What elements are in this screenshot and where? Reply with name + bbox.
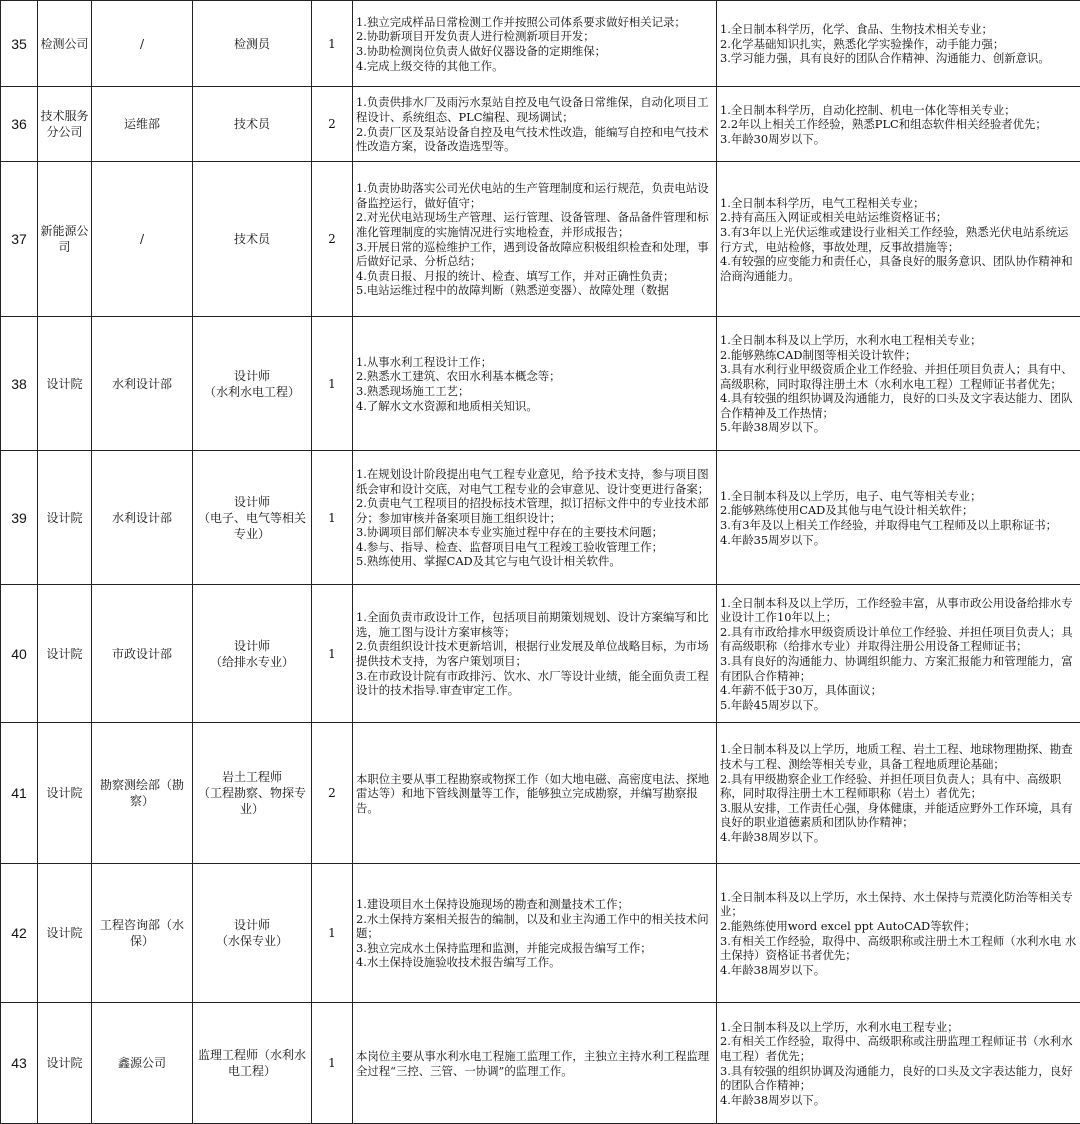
- duty-item: 2.负责电气工程项目的招投标技术管理，拟订招标文件中的专业技术部分；参加审核并备案项目施工组织设计；: [356, 496, 714, 525]
- requirement-item: 2.能够熟练使用CAD及其他与电气设计相关软件；: [720, 503, 1078, 518]
- headcount-cell: 2: [312, 87, 353, 162]
- requirements-cell: [717, 1003, 1080, 1124]
- duty-item: 4.水土保持设施验收技术报告编写工作。: [356, 955, 714, 970]
- duties-cell: [353, 864, 717, 1003]
- requirement-item: 4.年龄38周岁以下。: [720, 830, 1078, 845]
- requirement-item: 3.学习能力强，具有良好的团队合作精神、沟通能力、创新意识。: [720, 51, 1078, 66]
- headcount-cell: 1: [312, 1, 353, 87]
- requirement-item: 4.年龄38周岁以下。: [720, 963, 1078, 978]
- headcount-cell: 1: [312, 1003, 353, 1124]
- requirement-item: 4.年龄38周岁以下。: [720, 1093, 1078, 1108]
- requirement-item: 2.具有市政给排水甲级资质设计单位工作经验、并担任项目负责人；具有高级职称（给排水专业）并取得注册公用设备工程师证书；: [720, 625, 1078, 654]
- duty-item: 4.了解水文水资源和地质相关知识。: [356, 399, 714, 414]
- row-number: 37: [1, 162, 38, 317]
- duty-item: 3.协调项目部们解决本专业实施过程中存在的主要技术问题；: [356, 525, 714, 540]
- table-row: [1, 317, 1080, 451]
- headcount-cell: 1: [312, 317, 353, 451]
- requirements-cell: [717, 87, 1080, 162]
- duty-item: 4.参与、指导、检查、监督项目电气工程竣工验收管理工作；: [356, 540, 714, 555]
- position-cell: 技术员: [193, 162, 312, 317]
- position-cell: 岩土工程师 （工程勘察、物探专业）: [193, 723, 312, 864]
- requirement-item: 3.有3年以上光伏运维或建设行业相关工作经验，熟悉光伏电站系统运行方式，电站检修，事故处理，反事故措施等；: [720, 225, 1078, 254]
- requirement-item: 1.全日制本科及以上学历，水利水电工程相关专业；: [720, 333, 1078, 348]
- duties-cell-content: [353, 771, 716, 816]
- requirement-item: 2.有相关工作经验，取得中、高级职称或注册监理工程师证书（水利水电工程）者优先；: [720, 1034, 1078, 1063]
- unit-cell: 设计院: [38, 451, 92, 585]
- duties-cell-content: [353, 1048, 716, 1078]
- requirements-cell-content: [717, 488, 1080, 547]
- duties-cell: [353, 723, 717, 864]
- unit-cell: 设计院: [38, 317, 92, 451]
- requirements-cell: [717, 723, 1080, 864]
- requirement-item: 3.具有水利行业甲级资质企业工作经验、并担任项目负责人；具有中、高级职称，同时取得注册土木（水利水电工程）工程师证书者优先；: [720, 362, 1078, 391]
- requirement-item: 3.年龄30周岁以下。: [720, 132, 1078, 147]
- unit-cell: 设计院: [38, 864, 92, 1003]
- duty-item: 5.电站运维过程中的故障判断（熟悉逆变器）、故障处理（数据: [356, 283, 714, 298]
- department-cell: 市政设计部: [92, 585, 193, 723]
- row-number: 43: [1, 1003, 38, 1124]
- duties-cell-content: [353, 466, 716, 569]
- table-row: [1, 585, 1080, 723]
- row-number: 39: [1, 451, 38, 585]
- requirement-item: 2.2年以上相关工作经验，熟悉PLC和组态软件相关经验者优先；: [720, 117, 1078, 132]
- row-number: 35: [1, 1, 38, 87]
- duty-item: 1.独立完成样品日常检测工作并按照公司体系要求做好相关记录；: [356, 15, 714, 30]
- requirements-cell: [717, 1, 1080, 87]
- duty-item: 4.负责日报、月报的统计、检查、填写工作，并对正确性负责；: [356, 269, 714, 284]
- table-row: [1, 451, 1080, 585]
- unit-cell: 设计院: [38, 1003, 92, 1124]
- position-cell: 设计师 （给排水专业）: [193, 585, 312, 723]
- duties-cell: [353, 317, 717, 451]
- position-cell: 检测员: [193, 1, 312, 87]
- requirements-cell-content: [717, 1019, 1080, 1108]
- duty-item: 2.负责组织设计技术更新培训，根据行业发展及单位战略目标，为市场提供技术支持，为客户策划项目；: [356, 639, 714, 668]
- requirement-item: 3.服从安排，工作责任心强，身体健康，并能适应野外工作环境，具有良好的职业道德素质和团队协作精神；: [720, 801, 1078, 830]
- position-cell: 设计师 （水保专业）: [193, 864, 312, 1003]
- department-cell: 鑫源公司: [92, 1003, 193, 1124]
- requirements-cell: [717, 162, 1080, 317]
- requirement-item: 2.具有甲级勘察企业工作经验、并担任项目负责人；具有中、高级职称，同时取得注册土木工程师职称（岩土）者优先；: [720, 772, 1078, 801]
- position-cell: 监理工程师（水利水电工程）: [193, 1003, 312, 1124]
- table-row: [1, 87, 1080, 162]
- duty-item: 3.协助检测岗位负责人做好仪器设备的定期维保；: [356, 44, 714, 59]
- requirement-item: 2.能熟练使用word excel ppt AutoCAD等软件；: [720, 919, 1078, 934]
- requirements-cell: [717, 585, 1080, 723]
- duty-item: 2.水土保持方案相关报告的编制，以及和业主沟通工作中的相关技术问题；: [356, 912, 714, 941]
- requirement-item: 1.全日制本科及以上学历，地质工程、岩土工程、地球物理勘探、勘查技术与工程、测绘等相关专业，具备工程地质理论基础；: [720, 742, 1078, 771]
- requirement-item: 3.有3年及以上相关工作经验，并取得电气工程师及以上职称证书；: [720, 518, 1078, 533]
- requirement-item: 3.具有良好的沟通能力、协调组织能力、方案汇报能力和管理能力，富有团队合作精神；: [720, 654, 1078, 683]
- duty-item: 2.协助新项目开发负责人进行检测新项目开发；: [356, 29, 714, 44]
- duties-cell-content: [353, 609, 716, 698]
- requirements-cell: [717, 864, 1080, 1003]
- requirement-item: 5.年龄38周岁以下。: [720, 420, 1078, 435]
- duty-item: 4.完成上级交待的其他工作。: [356, 59, 714, 74]
- requirement-item: 1.全日制本科及以上学历，电子、电气等相关专业；: [720, 489, 1078, 504]
- requirements-cell-content: [717, 332, 1080, 435]
- duties-cell: [353, 1, 717, 87]
- requirements-cell-content: [717, 741, 1080, 844]
- department-cell: 运维部: [92, 87, 193, 162]
- duty-item: 1.从事水利工程设计工作；: [356, 355, 714, 370]
- department-cell: /: [92, 162, 193, 317]
- requirement-item: 1.全日制本科及以上学历，水利水电工程专业；: [720, 1020, 1078, 1035]
- duties-cell-content: [353, 14, 716, 73]
- duties-cell: [353, 1003, 717, 1124]
- requirements-cell-content: [717, 889, 1080, 978]
- duty-item: 1.负责供排水厂及雨污水泵站自控及电气设备日常维保，自动化项目工程设计、系统组态、PLC编程、现场调试；: [356, 95, 714, 124]
- requirements-cell: [717, 317, 1080, 451]
- requirements-cell-content: [717, 102, 1080, 147]
- requirements-cell-content: [717, 21, 1080, 66]
- duty-item: 3.熟悉现场施工工艺；: [356, 384, 714, 399]
- requirement-item: 2.化学基础知识扎实，熟悉化学实验操作，动手能力强；: [720, 37, 1078, 52]
- requirement-item: 4.具有较强的组织协调及沟通能力，良好的口头及文字表达能力、团队合作精神及工作热情；: [720, 391, 1078, 420]
- duty-item: 1.负责协助落实公司光伏电站的生产管理制度和运行规范，负责电站设备监控运行，做好值守；: [356, 181, 714, 210]
- headcount-cell: 1: [312, 864, 353, 1003]
- requirements-cell: [717, 451, 1080, 585]
- duty-item: 2.熟悉水工建筑、农田水利基本概念等；: [356, 369, 714, 384]
- headcount-cell: 2: [312, 162, 353, 317]
- unit-cell: 新能源公司: [38, 162, 92, 317]
- requirement-item: 4.年龄35周岁以下。: [720, 533, 1078, 548]
- department-cell: 工程咨询部（水保）: [92, 864, 193, 1003]
- requirement-item: 1.全日制本科学历，化学、食品、生物技术相关专业；: [720, 22, 1078, 37]
- requirement-item: 2.持有高压入网证或相关电站运维资格证书；: [720, 210, 1078, 225]
- row-number: 41: [1, 723, 38, 864]
- row-number: 38: [1, 317, 38, 451]
- requirement-item: 5.年龄45周岁以下。: [720, 698, 1078, 713]
- duties-cell: [353, 87, 717, 162]
- position-cell: 设计师 （电子、电气等相关专业）: [193, 451, 312, 585]
- duty-item: 1.在规划设计阶段提出电气工程专业意见，给予技术支持，参与项目图纸会审和设计交底，对电气工程专业的会审意见、设计变更进行备案；: [356, 467, 714, 496]
- position-cell: 技术员: [193, 87, 312, 162]
- duties-cell-content: [353, 354, 716, 413]
- row-number: 42: [1, 864, 38, 1003]
- unit-cell: 设计院: [38, 723, 92, 864]
- requirement-item: 3.有相关工作经验，取得中、高级职称或注册土木工程师（水利水电 水土保持）资格证书者优先；: [720, 934, 1078, 963]
- duty-item: 本职位主要从事工程勘察或物探工作（如大地电磁、高密度电法、探地雷达等）和地下管线测量等工作，能够独立完成勘察，并编写勘察报告。: [356, 772, 714, 816]
- department-cell: 勘察测绘部（勘察）: [92, 723, 193, 864]
- department-cell: /: [92, 1, 193, 87]
- headcount-cell: 1: [312, 451, 353, 585]
- table-row: [1, 864, 1080, 1003]
- row-number: 40: [1, 585, 38, 723]
- table-row: [1, 162, 1080, 317]
- unit-cell: 检测公司: [38, 1, 92, 87]
- requirement-item: 1.全日制本科学历，电气工程相关专业；: [720, 196, 1078, 211]
- unit-cell: 技术服务分公司: [38, 87, 92, 162]
- position-cell: 设计师 （水利水电工程）: [193, 317, 312, 451]
- duties-cell-content: [353, 94, 716, 153]
- duty-item: 1.建设项目水土保持设施现场的勘查和测量技术工作；: [356, 897, 714, 912]
- department-cell: 水利设计部: [92, 451, 193, 585]
- duties-cell-content: [353, 896, 716, 970]
- row-number: 36: [1, 87, 38, 162]
- requirement-item: 4.有较强的应变能力和责任心，具备良好的服务意识、团队协作精神和洽商沟通能力。: [720, 254, 1078, 283]
- table-body: [1, 1, 1080, 1124]
- duty-item: 本岗位主要从事水利水电工程施工监理工作，主独立主持水利工程监理全过程“三控、三管、一协调”的监理工作。: [356, 1049, 714, 1078]
- unit-cell: 设计院: [38, 585, 92, 723]
- requirement-item: 3.具有较强的组织协调及沟通能力，良好的口头及文字表达能力，良好的团队合作精神；: [720, 1064, 1078, 1093]
- duty-item: 3.独立完成水土保持监理和监测，并能完成报告编写工作；: [356, 941, 714, 956]
- department-cell: 水利设计部: [92, 317, 193, 451]
- headcount-cell: 2: [312, 723, 353, 864]
- requirement-item: 1.全日制本科及以上学历，水土保持、水土保持与荒漠化防治等相关专业；: [720, 890, 1078, 919]
- table-row: [1, 1, 1080, 87]
- table-row: [1, 1003, 1080, 1124]
- duty-item: 1.全面负责市政设计工作，包括项目前期策划规划、设计方案编写和比选，施工图与设计方案审核等；: [356, 610, 714, 639]
- requirements-cell-content: [717, 195, 1080, 284]
- requirement-item: 2.能够熟练CAD制图等相关设计软件；: [720, 348, 1078, 363]
- duties-cell: [353, 585, 717, 723]
- requirement-item: 1.全日制本科学历，自动化控制、机电一体化等相关专业；: [720, 103, 1078, 118]
- duty-item: 3.在市政设计院有市政排污、饮水、水厂等设计业绩，能全面负责工程设计的技术指导.审查审定工作。: [356, 669, 714, 698]
- headcount-cell: 1: [312, 585, 353, 723]
- duty-item: 2.负责厂区及泵站设备自控及电气技术性改造，能编写自控和电气技术性改造方案，设备改造选型等。: [356, 125, 714, 154]
- requirement-item: 1.全日制本科及以上学历，工作经验丰富，从事市政公用设备给排水专业设计工作10年以上；: [720, 596, 1078, 625]
- requirements-cell-content: [717, 595, 1080, 713]
- table-row: [1, 723, 1080, 864]
- duties-cell: [353, 451, 717, 585]
- duty-item: 5.熟练使用、掌握CAD及其它与电气设计相关软件。: [356, 554, 714, 569]
- duties-cell-content: [353, 180, 716, 298]
- duties-cell: [353, 162, 717, 317]
- requirement-item: 4.年薪不低于30万，具体面议；: [720, 683, 1078, 698]
- duty-item: 3.开展日常的巡检维护工作，遇到设备故障应积极组织检查和处理，事后做好记录、分析总结；: [356, 240, 714, 269]
- duty-item: 2.对光伏电站现场生产管理、运行管理、设备管理、备品备件管理和标准化管理制度的实施情况进行实地检查，并形成报告；: [356, 210, 714, 239]
